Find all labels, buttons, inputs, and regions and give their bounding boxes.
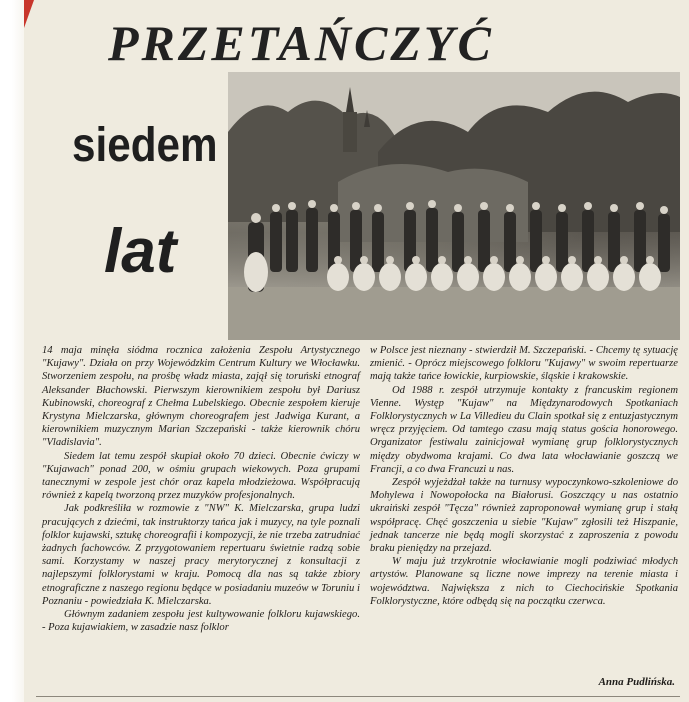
- paragraph: 14 maja minęła siódma rocznica założenia Zespołu Artystycznego "Kujawy". Działa on przy Wojewódzkim Centrum Kultury we Włocławku. Stworzeniem zespołu, na prośbę władz miasta, zajął się toruński etnograf Aleksander Błachowski. Pierwszym kierownikiem zespołu był Dariusz Kubinowski, choreograf z Chełma Lubelskiego. Obecnie zespołem kieruje Krystyna Mielczarska, głównym choreografem jest Jadwiga Kurant, a kierownikiem muzycznym Marian Szczepański - także kierownik chóru "Vladislavia".: [42, 345, 360, 449]
- bottom-rule: [36, 696, 680, 697]
- paragraph: Od 1988 r. zespół utrzymuje kontakty z francuskim regionem Vienne. Występ "Kujaw" na Międzynarodowych Spotkaniach Folklorystycznych w La Villedieu du Clain spotkał się z entuzjastycznym wręcz przyjęciem. Od tamtego czasu mają status gościa honorowego. Organizator festiwalu zainicjował wymianę grup folklorystycznych między obydwoma krajami. Co dwa lata włocławianie goszczą we Francji, a co dwa Francuzi u nas.: [370, 384, 678, 475]
- paragraph: w Polsce jest nieznany - stwierdził M. Szczepański. - Chcemy tę sytuację zmienić. - Oprócz miejscowego folkloru "Kujawy" w swoim repertuarze mają także tańce łowickie, kurpiowskie, śląskie i krakowskie.: [370, 345, 678, 383]
- paragraph: W maju już trzykrotnie włocławianie mogli podziwiać młodych artystów. Planowane są liczne nowe imprezy na terenie miasta i województwa. Największa z nich to Ciechocińskie Spotkania Folklorystyczne, które odbędą się na początku czerwca.: [370, 556, 678, 607]
- subheadline-line2: lat: [104, 217, 177, 286]
- paragraph: Zespół wyjeżdżał także na turnusy wypoczynkowo-szkoleniowe do Mohylewa i Nowopołocka na Białorusi. Goszczący u nas ostatnio ukraiński zespół "Tęcza" również zaproponował wymianę grup i stałą współpracę. Chęć goszczenia u siebie "Kujaw" zgłosili też Hiszpanie, jednak tancerze nie będą mogli skorzystać z zaproszenia z powodu braku pieniędzy na przejazd.: [370, 477, 678, 555]
- article-column-2: [370, 344, 678, 608]
- paragraph: Jak podkreśliła w rozmowie z "NW" K. Mielczarska, grupa ludzi pracujących z dziećmi, tak instruktorzy tańca jak i muzycy, na tyle poznali folklor kujawski, sztukę choreografii i kompozycji, że nie trzeba zatrudniać żadnych fachowców. Z przygotowaniem repertuaru świetnie radzą sobie sami. Korzystamy w naszej pracy merytorycznej z konsultacji z najlepszymi folklorystami w kraju. Pomocą dla nas są także zbiory etnograficzne z naszego regionu będące w posiadaniu muzeów w Toruniu i Poznaniu - powiedziała K. Mielczarska.: [42, 503, 360, 607]
- author-signature: Anna Pudlińska.: [598, 676, 675, 688]
- subheadline-line1: siedem: [72, 119, 218, 172]
- photo-scene: [228, 72, 680, 340]
- paragraph: Głównym zadaniem zespołu jest kultywowanie folkloru kujawskiego. - Poza kujawiakiem, w zasadzie nasz folklor: [42, 609, 360, 634]
- article-column-1: [42, 344, 360, 634]
- headline: PRZETAŃCZYĆ: [108, 15, 494, 71]
- ensemble-photo: [228, 72, 680, 340]
- paragraph: Siedem lat temu zespół skupiał około 70 dzieci. Obecnie ćwiczy w "Kujawach" ponad 200, w ośmiu grupach wiekowych. Poza grupami tanecznymi w zespole jest chór oraz kapela młodzieżowa. Współpracują również z kapelą tworzoną przez muzyków profesjonalnych.: [42, 450, 360, 502]
